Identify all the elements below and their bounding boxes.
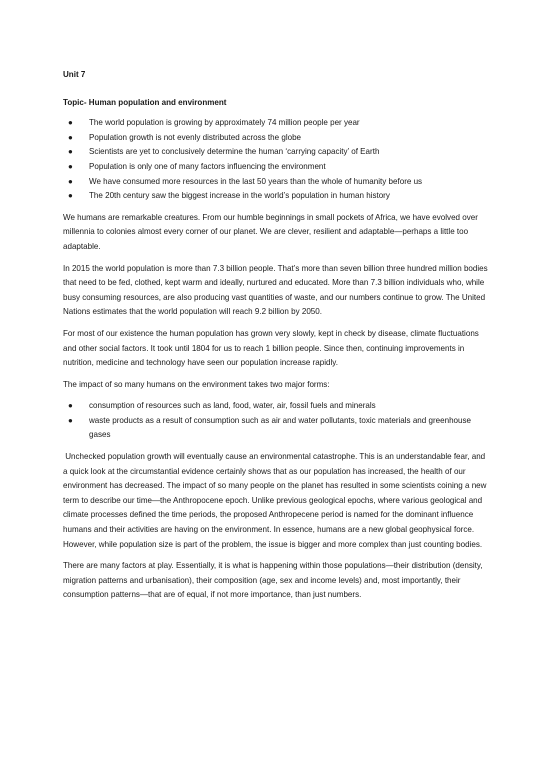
- list-item: [63, 131, 491, 146]
- list-item-text: Scientists are yet to conclusively determine the human ‘carrying capacity’ of Earth: [89, 147, 380, 157]
- bullet-icon: ●: [68, 161, 73, 171]
- bullet-icon: ●: [68, 191, 73, 201]
- bullet-icon: ●: [68, 147, 73, 157]
- body-paragraph: There are many factors at play. Essentially, it is what is happening within those populations—their distribution (density, migration patterns and urbanisation), their composition (age, sex and income levels) and, most importantly, their consumption patterns—that are of equal, if not more importance, than just numbers.: [63, 561, 483, 600]
- list-item-text: Population is only one of many factors influencing the environment: [89, 161, 326, 171]
- list-item: [63, 189, 491, 204]
- list-item-text: The 20th century saw the biggest increase in the world’s population in human history: [89, 191, 390, 201]
- bullet-icon: ●: [68, 401, 73, 411]
- list-item: [63, 414, 491, 443]
- document-page: [63, 68, 491, 610]
- list-item-text: We have consumed more resources in the last 50 years than the whole of humanity before us: [89, 176, 423, 186]
- list-item-text: waste products as a result of consumption such as air and water pollutants, toxic materials and greenhouse gases: [89, 415, 471, 440]
- body-paragraph: Unchecked population growth will eventually cause an environmental catastrophe. This is an understandable fear, and a quick look at the circumstantial evidence certainly shows that as our population has increased, the health of our environment has decreased. The impact of so many people on the planet has resulted in some scientists coining a new term to describe our time—the Anthropocene epoch. Unlike previous geological epochs, where various geological and climate processes defined the time periods, the proposed Anthropecene period is named for the dominant influence humans and their activities are having on the environment. In essence, humans are a new global geophysical force. However, while population size is part of the problem, the issue is bigger and more complex than just counting bodies.: [63, 452, 489, 549]
- topic-title: Topic- Human population and environment: [63, 97, 227, 107]
- bullet-icon: ●: [68, 132, 73, 142]
- bullet-icon: ●: [68, 176, 73, 186]
- list-item-text: Population growth is not evenly distributed across the globe: [89, 132, 302, 142]
- unit-title: Unit 7: [63, 70, 86, 79]
- bullet-icon: ●: [68, 415, 73, 425]
- list-item: [63, 175, 491, 190]
- body-paragraph: We humans are remarkable creatures. From our humble beginnings in small pockets of Africa, we have evolved over millennia to colonies almost every corner of our planet. We are clever, resilient and adaptable—perhaps a little too adaptable.: [63, 212, 478, 251]
- body-paragraph: In 2015 the world population is more than 7.3 billion people. That’s more than seven billion three hundred million bodies that need to be fed, clothed, kept warm and ideally, nurtured and educated. More than 7.3 billion individuals who, while busy consuming resources, are also producing vast quantities of waste, and our numbers continue to grow. The United Nations estimates that the world population will reach 9.2 billion by 2050.: [63, 263, 488, 317]
- body-paragraph: For most of our existence the human population has grown very slowly, kept in check by disease, climate fluctuations and other social factors. It took until 1804 for us to reach 1 billion people. Since then, continuing improvements in nutrition, medicine and technology have seen our population increase rapidly.: [63, 328, 479, 368]
- bullet-icon: ●: [68, 118, 73, 128]
- list-item-text: consumption of resources such as land, food, water, air, fossil fuels and minerals: [89, 401, 376, 411]
- body-paragraph: The impact of so many humans on the environment takes two major forms:: [63, 379, 330, 389]
- key-points-list: [63, 116, 491, 204]
- list-item: [63, 399, 491, 414]
- list-item: [63, 116, 491, 131]
- impact-forms-list: [63, 399, 491, 443]
- list-item: [63, 145, 491, 160]
- list-item: [63, 160, 491, 175]
- list-item-text: The world population is growing by approximately 74 million people per year: [89, 118, 360, 128]
